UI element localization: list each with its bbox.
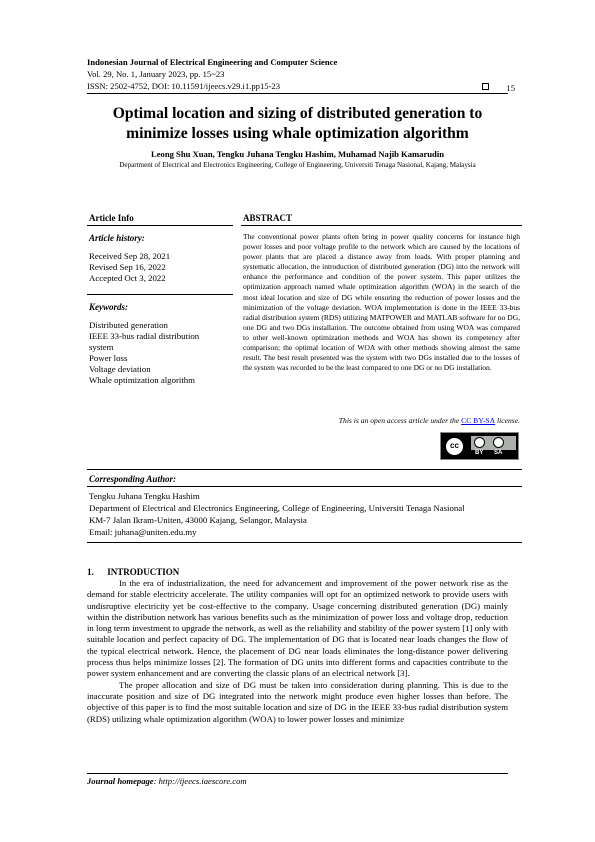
history-label: Article history: (89, 233, 145, 243)
introduction-body (87, 578, 508, 725)
article-info-heading: Article Info (89, 213, 134, 223)
journal-homepage (87, 776, 247, 786)
keyword: Power loss (89, 353, 128, 363)
footer-rule (87, 773, 508, 774)
history-divider (87, 294, 233, 295)
corresponding-address: KM-7 Jalan Ikram-Uniten, 43000 Kajang, Selangor, Malaysia (89, 515, 307, 525)
person-icon (474, 437, 485, 448)
volume-info: Vol. 29, No. 1, January 2023, pp. 15~23 (87, 69, 225, 79)
cc-icon: cc (445, 437, 464, 456)
introduction-paragraph: In the era of industrialization, the need for advancement and improvement of the power network rise as the demand for stable electricity accelerate. The utility companies will opt for an optimized network to provide users with undisruptive electricity yet be cost-effective to the company. Usage concerning distributed generation (DG) mainly within the distribution network has various benefits such as the minimization of power loss and voltage drop, reduction in long term investment to upgrade the network, as well as the reliability and stability of the power system [1] only with suitable location and perfect capacity of DG. The implementation of DG that is located near loads changes the flow of the typical electrical network. Hence, the placement of DG near loads eliminates the long-distance power delivering process thus helps minimize losses [2]. The formation of DG units into different forms and capacities contribute to the power system enhancement and are converting the classic plans of an electrical network [3]. (87, 578, 508, 679)
square-icon (482, 83, 489, 90)
article-info-rule (87, 225, 233, 226)
open-access-note (243, 416, 520, 425)
accepted-date: Accepted Oct 3, 2022 (89, 273, 166, 283)
introduction-paragraph: The proper allocation and size of DG must be taken into consideration during planning. This is due to the inaccurate position and size of DG integrated into the network might produce even higher losses than before. The objective of this paper is to find the most suitable location and size of DG in the IEEE 33-bus radial distribution system (RDS) utilizing whale optimization algorithm (WOA) to lower power losses and minimize (87, 679, 508, 724)
received-date: Received Sep 28, 2021 (89, 251, 171, 261)
cc-license-badge[interactable] (440, 432, 519, 460)
by-label: BY (475, 450, 484, 456)
corresponding-bottom-rule (87, 542, 522, 543)
homepage-url[interactable]: : http://ijeecs.iaescore.com (153, 776, 247, 786)
share-alike-icon (493, 437, 504, 448)
keyword: Distributed generation (89, 320, 168, 330)
page-number: 15 (506, 83, 515, 93)
introduction-heading: 1. INTRODUCTION (87, 567, 180, 577)
journal-name: Indonesian Journal of Electrical Engineering and Computer Science (87, 57, 338, 67)
corresponding-name: Tengku Juhana Tengku Hashim (89, 491, 200, 501)
sa-label: SA (494, 450, 503, 456)
corresponding-heading: Corresponding Author: (89, 474, 176, 484)
open-access-suffix: license. (495, 416, 520, 425)
abstract-text: The conventional power plants often bring in power quality concerns for instance high power losses and poor voltage profile to the network which are caused by the locations of power plants that are placed a distance away from loads. With proper planning and systematic allocation, the introduction of distributed generation (DG) into the network will enhance the performance and condition of the power system. This paper utilizes the optimization approach named whale optimization algorithm (WOA) in the search of the most ideal location and size of DG while ensuring the reduction of power losses and the minimization of the voltage deviation. WOA implementation is done in the IEEE 33-bus radial distribution system (RDS) utilizing MATPOWER and MATLAB software for no DG, one DG and two DGs installation. The outcome obtained from using WOA was compared to other well-known optimization methods and WOA has shown its competency after comparison; the optimal location of WOA with other methods showing almost the same result. The best result presented was the system with two DGs installed due to the losses of the system was recorded to be the least compared to one DG or no DG installation. (243, 232, 520, 373)
keyword: Whale optimization algorithm (89, 375, 196, 385)
corresponding-rule (87, 486, 522, 487)
author-list: Leong Shu Xuan, Tengku Juhana Tengku Hashim, Muhamad Najib Kamarudin (150, 149, 445, 159)
info-bottom-rule (87, 469, 522, 470)
paper-title: Optimal location and sizing of distributed generation to minimize losses using whale optimization algorithm (112, 105, 483, 142)
corresponding-department: Department of Electrical and Electronics Engineering, College of Engineering, Universiti Tenaga Nasional (89, 503, 465, 513)
homepage-label: Journal homepage (87, 776, 154, 786)
abstract-heading: ABSTRACT (243, 213, 293, 223)
revised-date: Revised Sep 16, 2022 (89, 262, 166, 272)
abstract-rule (241, 225, 522, 226)
issn-doi: ISSN: 2502-4752, DOI: 10.11591/ijeecs.v29.i1.pp15-23 (87, 81, 281, 91)
keyword: IEEE 33-bus radial distribution (89, 331, 200, 341)
keyword: Voltage deviation (89, 364, 151, 374)
keywords-label: Keywords: (89, 302, 128, 312)
corresponding-email: Email: juhana@uniten.edu.my (89, 527, 197, 537)
open-access-prefix: This is an open access article under the (338, 416, 462, 425)
header-rule (87, 93, 508, 94)
keyword: system (89, 342, 114, 352)
affiliation: Department of Electrical and Electronics Engineering, College of Engineering, Universiti Tenaga Nasional, Kajang, Malaysia (119, 161, 476, 169)
license-link[interactable]: CC BY-SA (461, 416, 496, 425)
